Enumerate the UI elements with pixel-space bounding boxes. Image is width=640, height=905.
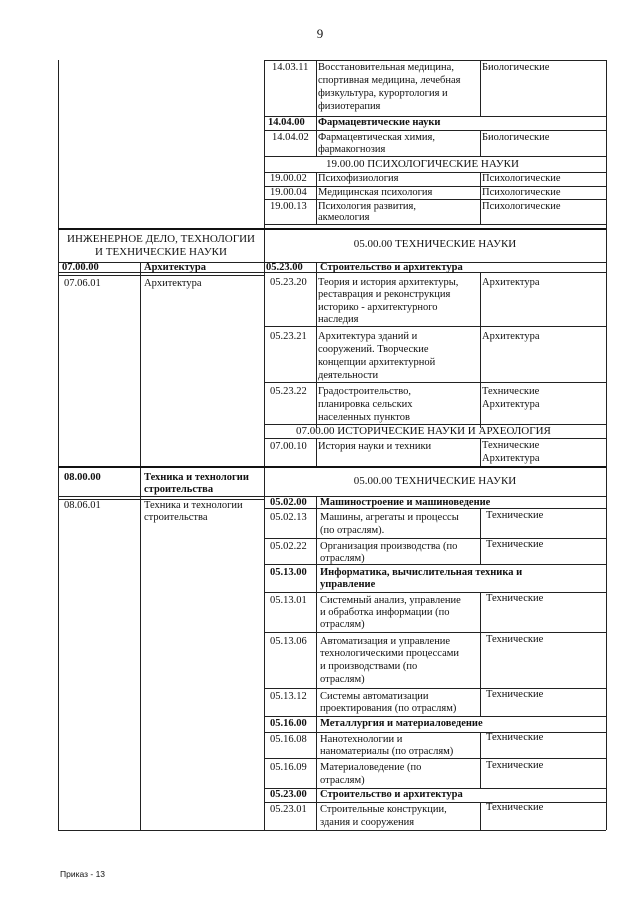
page-number: 9 [316, 26, 324, 41]
science-cell: Биологические [482, 62, 550, 73]
left-section-title: И ТЕХНИЧЕСКИЕ НАУКИ [95, 246, 227, 258]
science-cell: Технические [486, 510, 544, 521]
code-cell: 14.03.11 [272, 62, 309, 73]
name-line: реставрация и реконструкция [318, 289, 451, 300]
name-line: Архитектура зданий и [318, 331, 418, 342]
name-line: концепции архитектурной [318, 357, 436, 368]
name-line: технологическими процессами [320, 648, 460, 659]
code-cell: 05.23.22 [270, 386, 307, 397]
science-cell: Технические [482, 386, 540, 397]
name-line: и обработка информации (по [320, 607, 450, 618]
name-line: населенных пунктов [318, 412, 410, 423]
science-cell: Технические [482, 440, 540, 451]
name-line: Фармацевтическая химия, [318, 132, 435, 143]
name-line: деятельности [318, 370, 379, 381]
name-line: отраслям) [320, 674, 365, 685]
group-code: 05.23.00 [270, 789, 307, 800]
spec-code: 08.06.01 [64, 500, 101, 511]
name-line: Системы автоматизации [320, 691, 429, 702]
name-line: акмеология [318, 212, 370, 223]
name-line: отраслям) [320, 553, 365, 564]
name-line: фармакогнозия [318, 144, 386, 155]
science-cell: Архитектура [482, 331, 540, 342]
science-cell: Технические [486, 732, 544, 743]
spec-name: строительства [144, 512, 208, 523]
group-code: 07.00.00 [62, 262, 99, 273]
code-cell: 05.02.13 [270, 512, 307, 523]
name-line: Теория и история архитектуры, [318, 277, 459, 288]
science-cell: Технические [486, 593, 544, 604]
group-code: 05.13.00 [270, 567, 307, 578]
science-cell: Технические [486, 802, 544, 813]
science-cell: Биологические [482, 132, 550, 143]
name-line: наследия [318, 314, 359, 325]
group-name: Информатика, вычислительная техника и [320, 567, 523, 578]
name-line: проектирования (по отраслям) [320, 703, 457, 714]
science-cell: Архитектура [482, 453, 540, 464]
science-cell: Психологические [482, 201, 561, 212]
group-code: 05.23.00 [266, 262, 303, 273]
name-line: (по отраслям). [320, 525, 385, 536]
group-name: Техника и технологии [144, 472, 249, 483]
name-line: наноматериалы (по отраслям) [320, 746, 454, 757]
code-cell: 05.13.01 [270, 595, 307, 606]
spec-name: Архитектура [144, 278, 202, 289]
code-cell: 19.00.13 [270, 201, 307, 212]
name-line: Градостроительство, [318, 386, 411, 397]
name-line: Системный анализ, управление [320, 595, 461, 606]
name-line: Машины, агрегаты и процессы [320, 512, 459, 523]
group-code: 05.16.00 [270, 718, 307, 729]
science-cell: Психологические [482, 173, 561, 184]
code-cell: 05.13.12 [270, 691, 307, 702]
section-header: 19.00.00 ПСИХОЛОГИЧЕСКИЕ НАУКИ [326, 158, 519, 170]
group-name: управление [320, 579, 376, 590]
name-line: отраслям) [320, 619, 365, 630]
group-name: Фармацевтические науки [318, 117, 441, 128]
science-cell: Технические [486, 539, 544, 550]
code-cell: 07.00.10 [270, 441, 307, 452]
group-name: Металлургия и материаловедение [320, 718, 483, 729]
section-header: 07.00.00 ИСТОРИЧЕСКИЕ НАУКИ И АРХЕОЛОГИЯ [296, 425, 551, 437]
code-cell: 05.23.21 [270, 331, 307, 342]
group-code: 08.00.00 [64, 472, 101, 483]
name-line: Организация производства (по [320, 541, 458, 552]
name-line: спортивная медицина, лечебная [318, 75, 461, 86]
group-name: Машиностроение и машиноведение [320, 497, 491, 508]
right-section-title: 05.00.00 ТЕХНИЧЕСКИЕ НАУКИ [353, 238, 517, 250]
group-name: Архитектура [144, 262, 206, 273]
name-line: История науки и техники [318, 441, 432, 452]
name-line: и производствами (по [320, 661, 418, 672]
group-code: 05.02.00 [270, 497, 307, 508]
science-cell: Технические [486, 689, 544, 700]
science-cell: Архитектура [482, 277, 540, 288]
name-line: сооружений. Творческие [318, 344, 429, 355]
left-section-title: ИНЖЕНЕРНОЕ ДЕЛО, ТЕХНОЛОГИИ [67, 233, 255, 245]
name-line: Автоматизация и управление [320, 636, 451, 647]
science-cell: Технические [486, 760, 544, 771]
code-cell: 19.00.02 [270, 173, 307, 184]
name-line: Материаловедение (по [320, 762, 422, 773]
name-line: здания и сооружения [320, 817, 415, 828]
name-line: Нанотехнологии и [320, 734, 403, 745]
name-line: Восстановительная медицина, [318, 62, 454, 73]
name-line: историко - архитектурного [318, 302, 438, 313]
science-cell: Психологические [482, 187, 561, 198]
name-line: физкультура, курортология и [318, 88, 448, 99]
code-cell: 05.16.09 [270, 762, 307, 773]
group-name: строительства [144, 484, 214, 495]
code-cell: 05.13.06 [270, 636, 307, 647]
code-cell: 05.23.01 [270, 804, 307, 815]
name-line: физиотерапия [318, 101, 381, 112]
science-cell: Технические [486, 634, 544, 645]
right-section-title: 05.00.00 ТЕХНИЧЕСКИЕ НАУКИ [353, 475, 517, 487]
name-line: Строительные конструкции, [320, 804, 447, 815]
footer-note: Приказ - 13 [60, 869, 106, 879]
code-cell: 05.23.20 [270, 277, 307, 288]
name-line: Психология развития, [318, 201, 416, 212]
code-cell: 05.02.22 [270, 541, 307, 552]
name-line: Психофизиология [318, 173, 399, 184]
science-cell: Архитектура [482, 399, 540, 410]
name-line: планировка сельских [318, 399, 413, 410]
code-cell: 05.16.08 [270, 734, 307, 745]
code-cell: 19.00.04 [270, 187, 307, 198]
group-code: 14.04.00 [268, 117, 305, 128]
code-cell: 14.04.02 [272, 132, 309, 143]
name-line: Медицинская психология [318, 187, 433, 198]
spec-code: 07.06.01 [64, 278, 101, 289]
spec-name: Техника и технологии [144, 500, 243, 511]
name-line: отраслям) [320, 775, 365, 786]
group-name: Строительство и архитектура [320, 789, 463, 800]
group-name: Строительство и архитектура [320, 262, 463, 273]
